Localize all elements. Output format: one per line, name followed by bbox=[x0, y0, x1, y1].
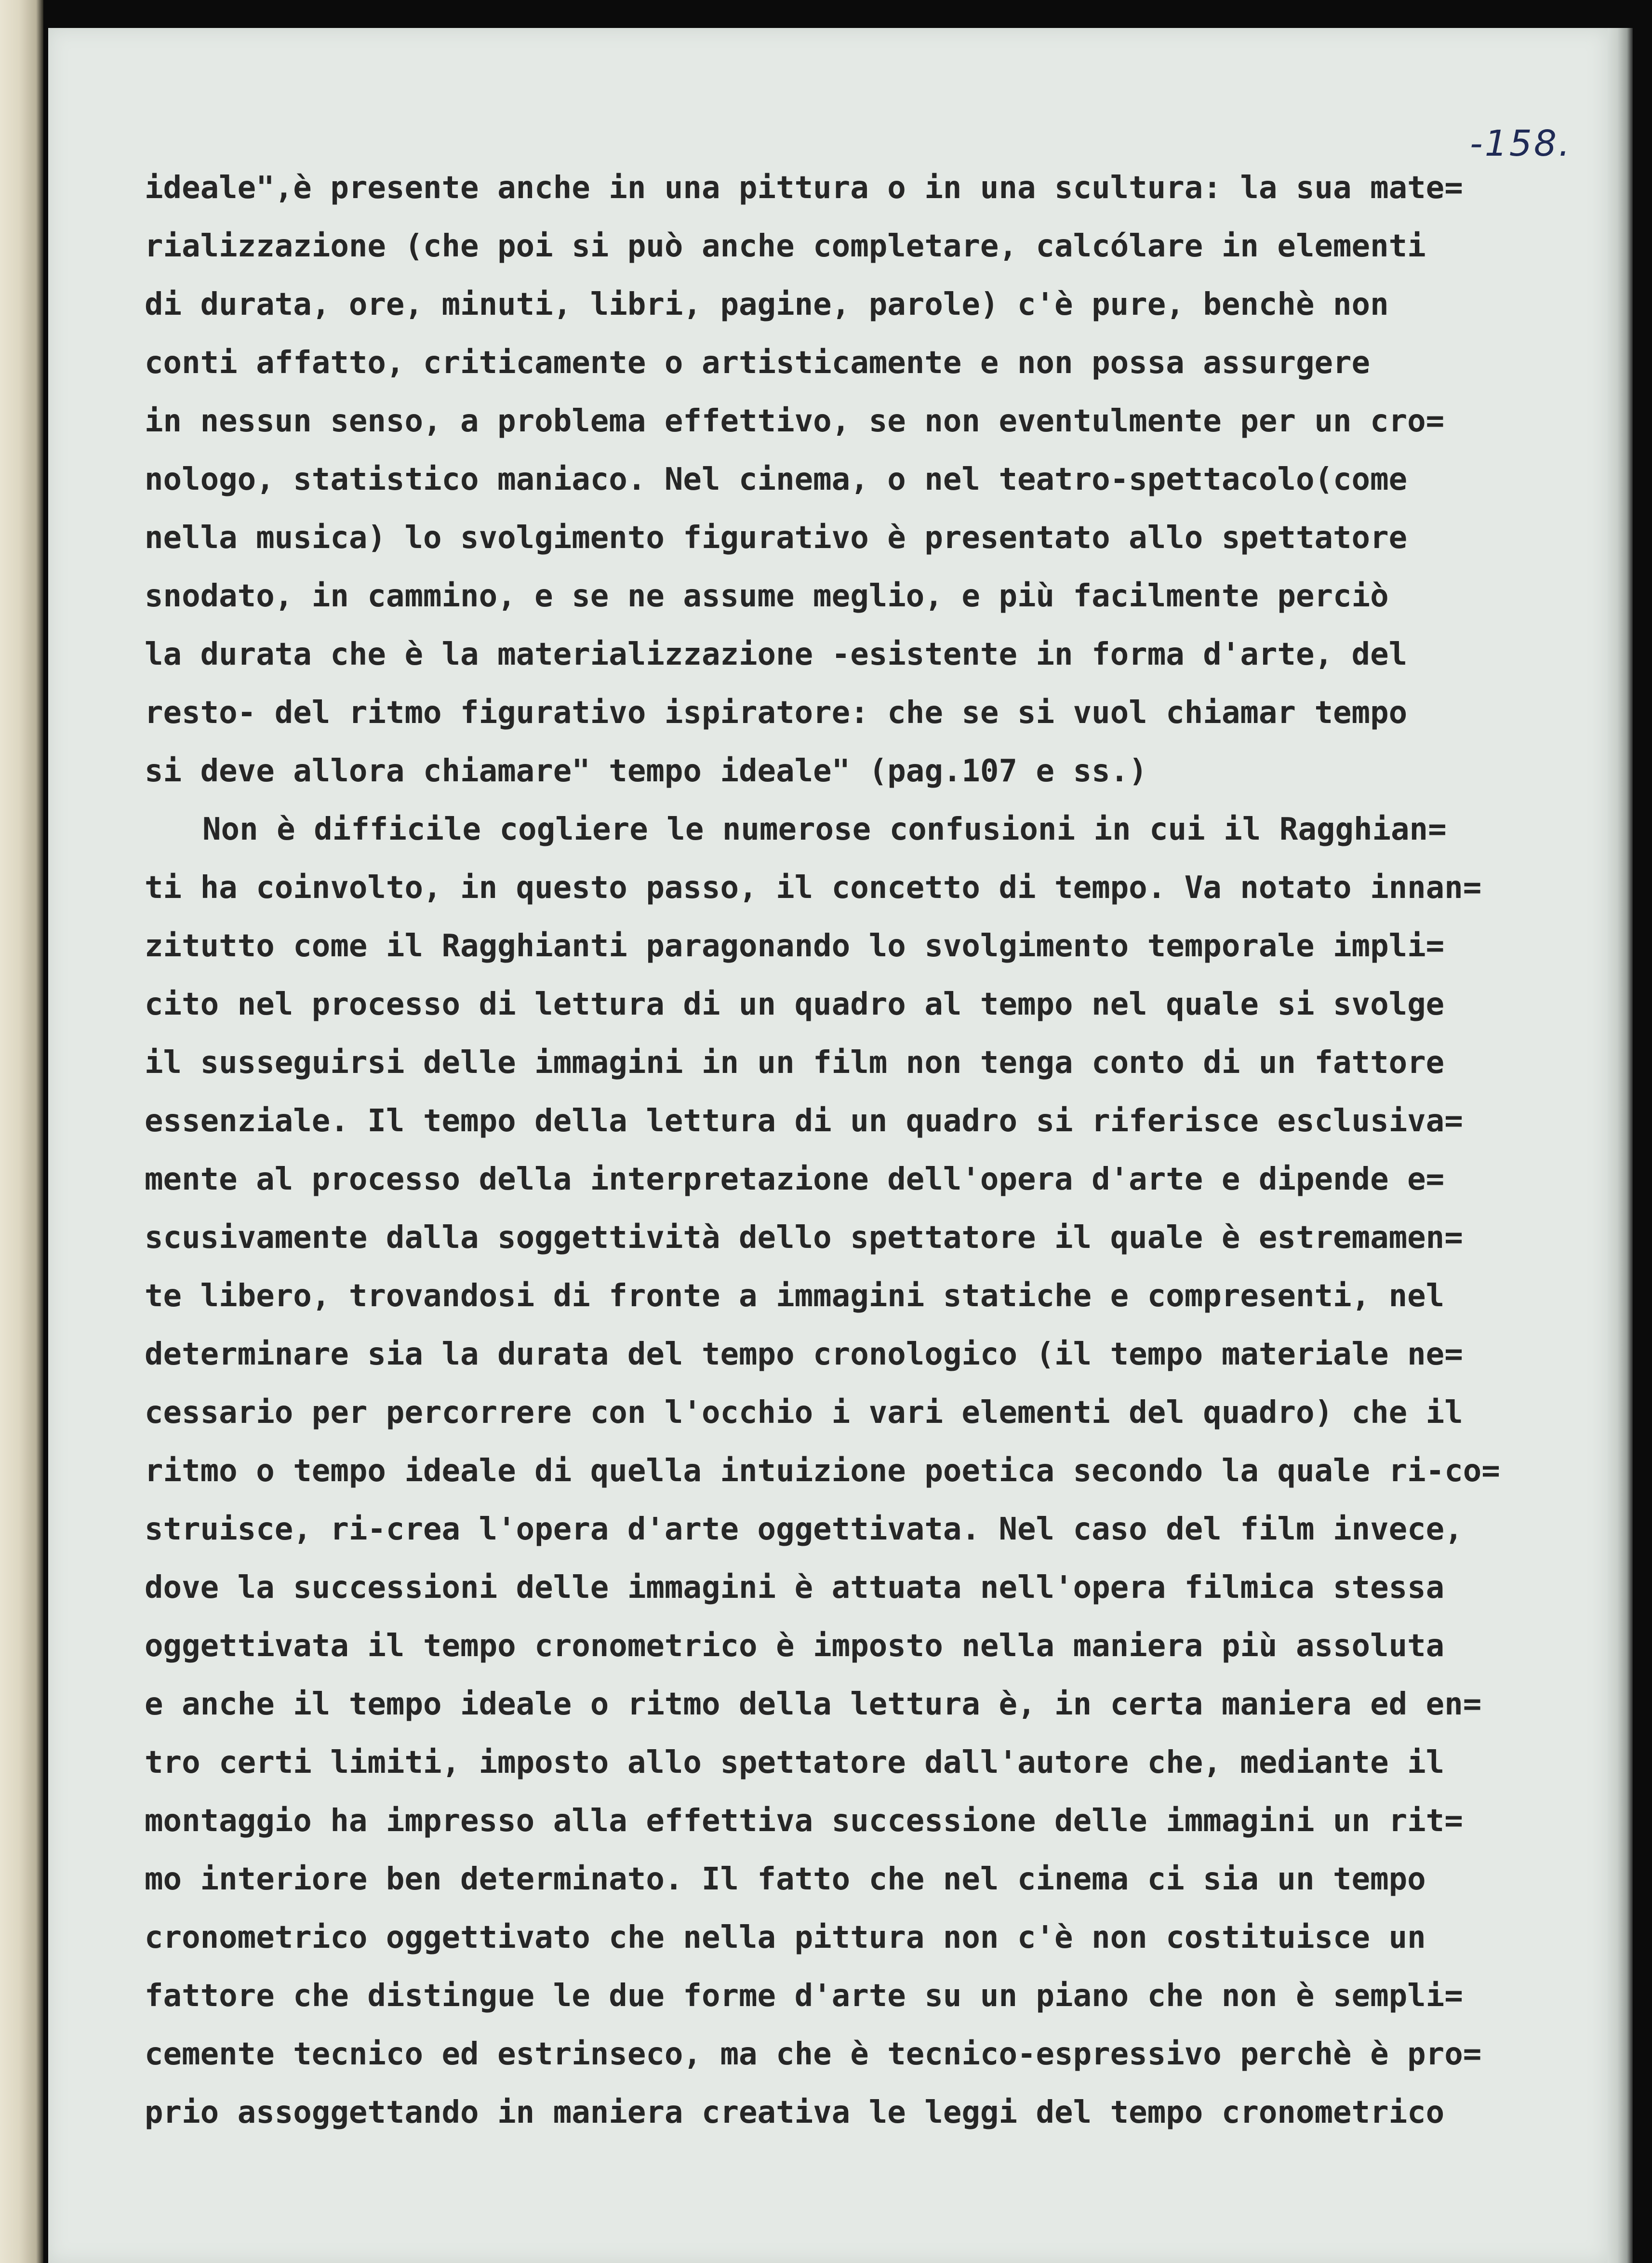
text-line: ideale",è presente anche in una pittura o in una scultura: la sua mate= bbox=[145, 170, 1463, 206]
text-line: in nessun senso, a problema effettivo, se non eventulmente per un cro= bbox=[145, 403, 1445, 439]
text-line: rializzazione (che poi si può anche completare, calcólare in elementi bbox=[145, 228, 1426, 264]
text-line: tro certi limiti, imposto allo spettatore dall'autore che, mediante il bbox=[145, 1745, 1445, 1781]
paragraph-start-line: Non è difficile cogliere le numerose confusioni in cui il Ragghian= bbox=[202, 812, 1447, 847]
text-line: scusivamente dalla soggettività dello spettatore il quale è estremamen= bbox=[145, 1220, 1463, 1256]
text-line: mente al processo della interpretazione dell'opera d'arte e dipende e= bbox=[145, 1162, 1445, 1197]
text-line: te libero, trovandosi di fronte a immagini statiche e compresenti, nel bbox=[145, 1278, 1445, 1314]
text-line: nella musica) lo svolgimento figurativo è presentato allo spettatore bbox=[145, 520, 1408, 556]
binding-edge bbox=[0, 0, 43, 2263]
text-line: mo interiore ben determinato. Il fatto che nel cinema ci sia un tempo bbox=[145, 1861, 1426, 1897]
text-line: prio assoggettando in maniera creativa le leggi del tempo cronometrico bbox=[145, 2095, 1445, 2130]
text-line: determinare sia la durata del tempo cronologico (il tempo materiale ne= bbox=[145, 1337, 1463, 1372]
text-line: fattore che distingue le due forme d'arte su un piano che non è sempli= bbox=[145, 1978, 1463, 2014]
text-line: si deve allora chiamare" tempo ideale" (pag.107 e ss.) bbox=[145, 753, 1147, 789]
text-line: oggettivata il tempo cronometrico è imposto nella maniera più assoluta bbox=[145, 1628, 1445, 1664]
text-line: montaggio ha impresso alla effettiva successione delle immagini un rit= bbox=[145, 1803, 1463, 1839]
text-line: essenziale. Il tempo della lettura di un quadro si riferisce esclusiva= bbox=[145, 1103, 1463, 1139]
text-line: e anche il tempo ideale o ritmo della lettura è, in certa maniera ed en= bbox=[145, 1687, 1482, 1722]
text-line: la durata che è la materializzazione -esistente in forma d'arte, del bbox=[145, 637, 1408, 672]
text-line: cemente tecnico ed estrinseco, ma che è tecnico-espressivo perchè è pro= bbox=[145, 2036, 1482, 2072]
page-edge-shadow bbox=[1608, 28, 1633, 2263]
text-line: struisce, ri-crea l'opera d'arte oggettivata. Nel caso del film invece, bbox=[145, 1512, 1463, 1547]
text-line: resto- del ritmo figurativo ispiratore: che se si vuol chiamar tempo bbox=[145, 695, 1408, 731]
text-line: il susseguirsi delle immagini in un film non tenga conto di un fattore bbox=[145, 1045, 1445, 1081]
text-line: ritmo o tempo ideale di quella intuizione poetica secondo la quale ri-co= bbox=[145, 1453, 1500, 1489]
text-line: cito nel processo di lettura di un quadro al tempo nel quale si svolge bbox=[145, 987, 1445, 1022]
text-line: cessario per percorrere con l'occhio i vari elementi del quadro) che il bbox=[145, 1395, 1463, 1431]
text-line: ti ha coinvolto, in questo passo, il concetto di tempo. Va notato innan= bbox=[145, 870, 1482, 906]
page-number: -158. bbox=[1470, 123, 1572, 164]
typewritten-text bbox=[145, 159, 1566, 2142]
text-line: dove la successioni delle immagini è attuata nell'opera filmica stessa bbox=[145, 1570, 1445, 1606]
text-line: di durata, ore, minuti, libri, pagine, parole) c'è pure, benchè non bbox=[145, 287, 1389, 322]
text-line: cronometrico oggettivato che nella pittura non c'è non costituisce un bbox=[145, 1920, 1426, 1955]
text-line: zitutto come il Ragghianti paragonando lo svolgimento temporale impli= bbox=[145, 928, 1445, 964]
text-line: nologo, statistico maniaco. Nel cinema, o nel teatro-spettacolo(come bbox=[145, 462, 1408, 497]
text-line: conti affatto, criticamente o artisticamente e non possa assurgere bbox=[145, 345, 1371, 381]
text-line: snodato, in cammino, e se ne assume meglio, e più facilmente perciò bbox=[145, 578, 1389, 614]
